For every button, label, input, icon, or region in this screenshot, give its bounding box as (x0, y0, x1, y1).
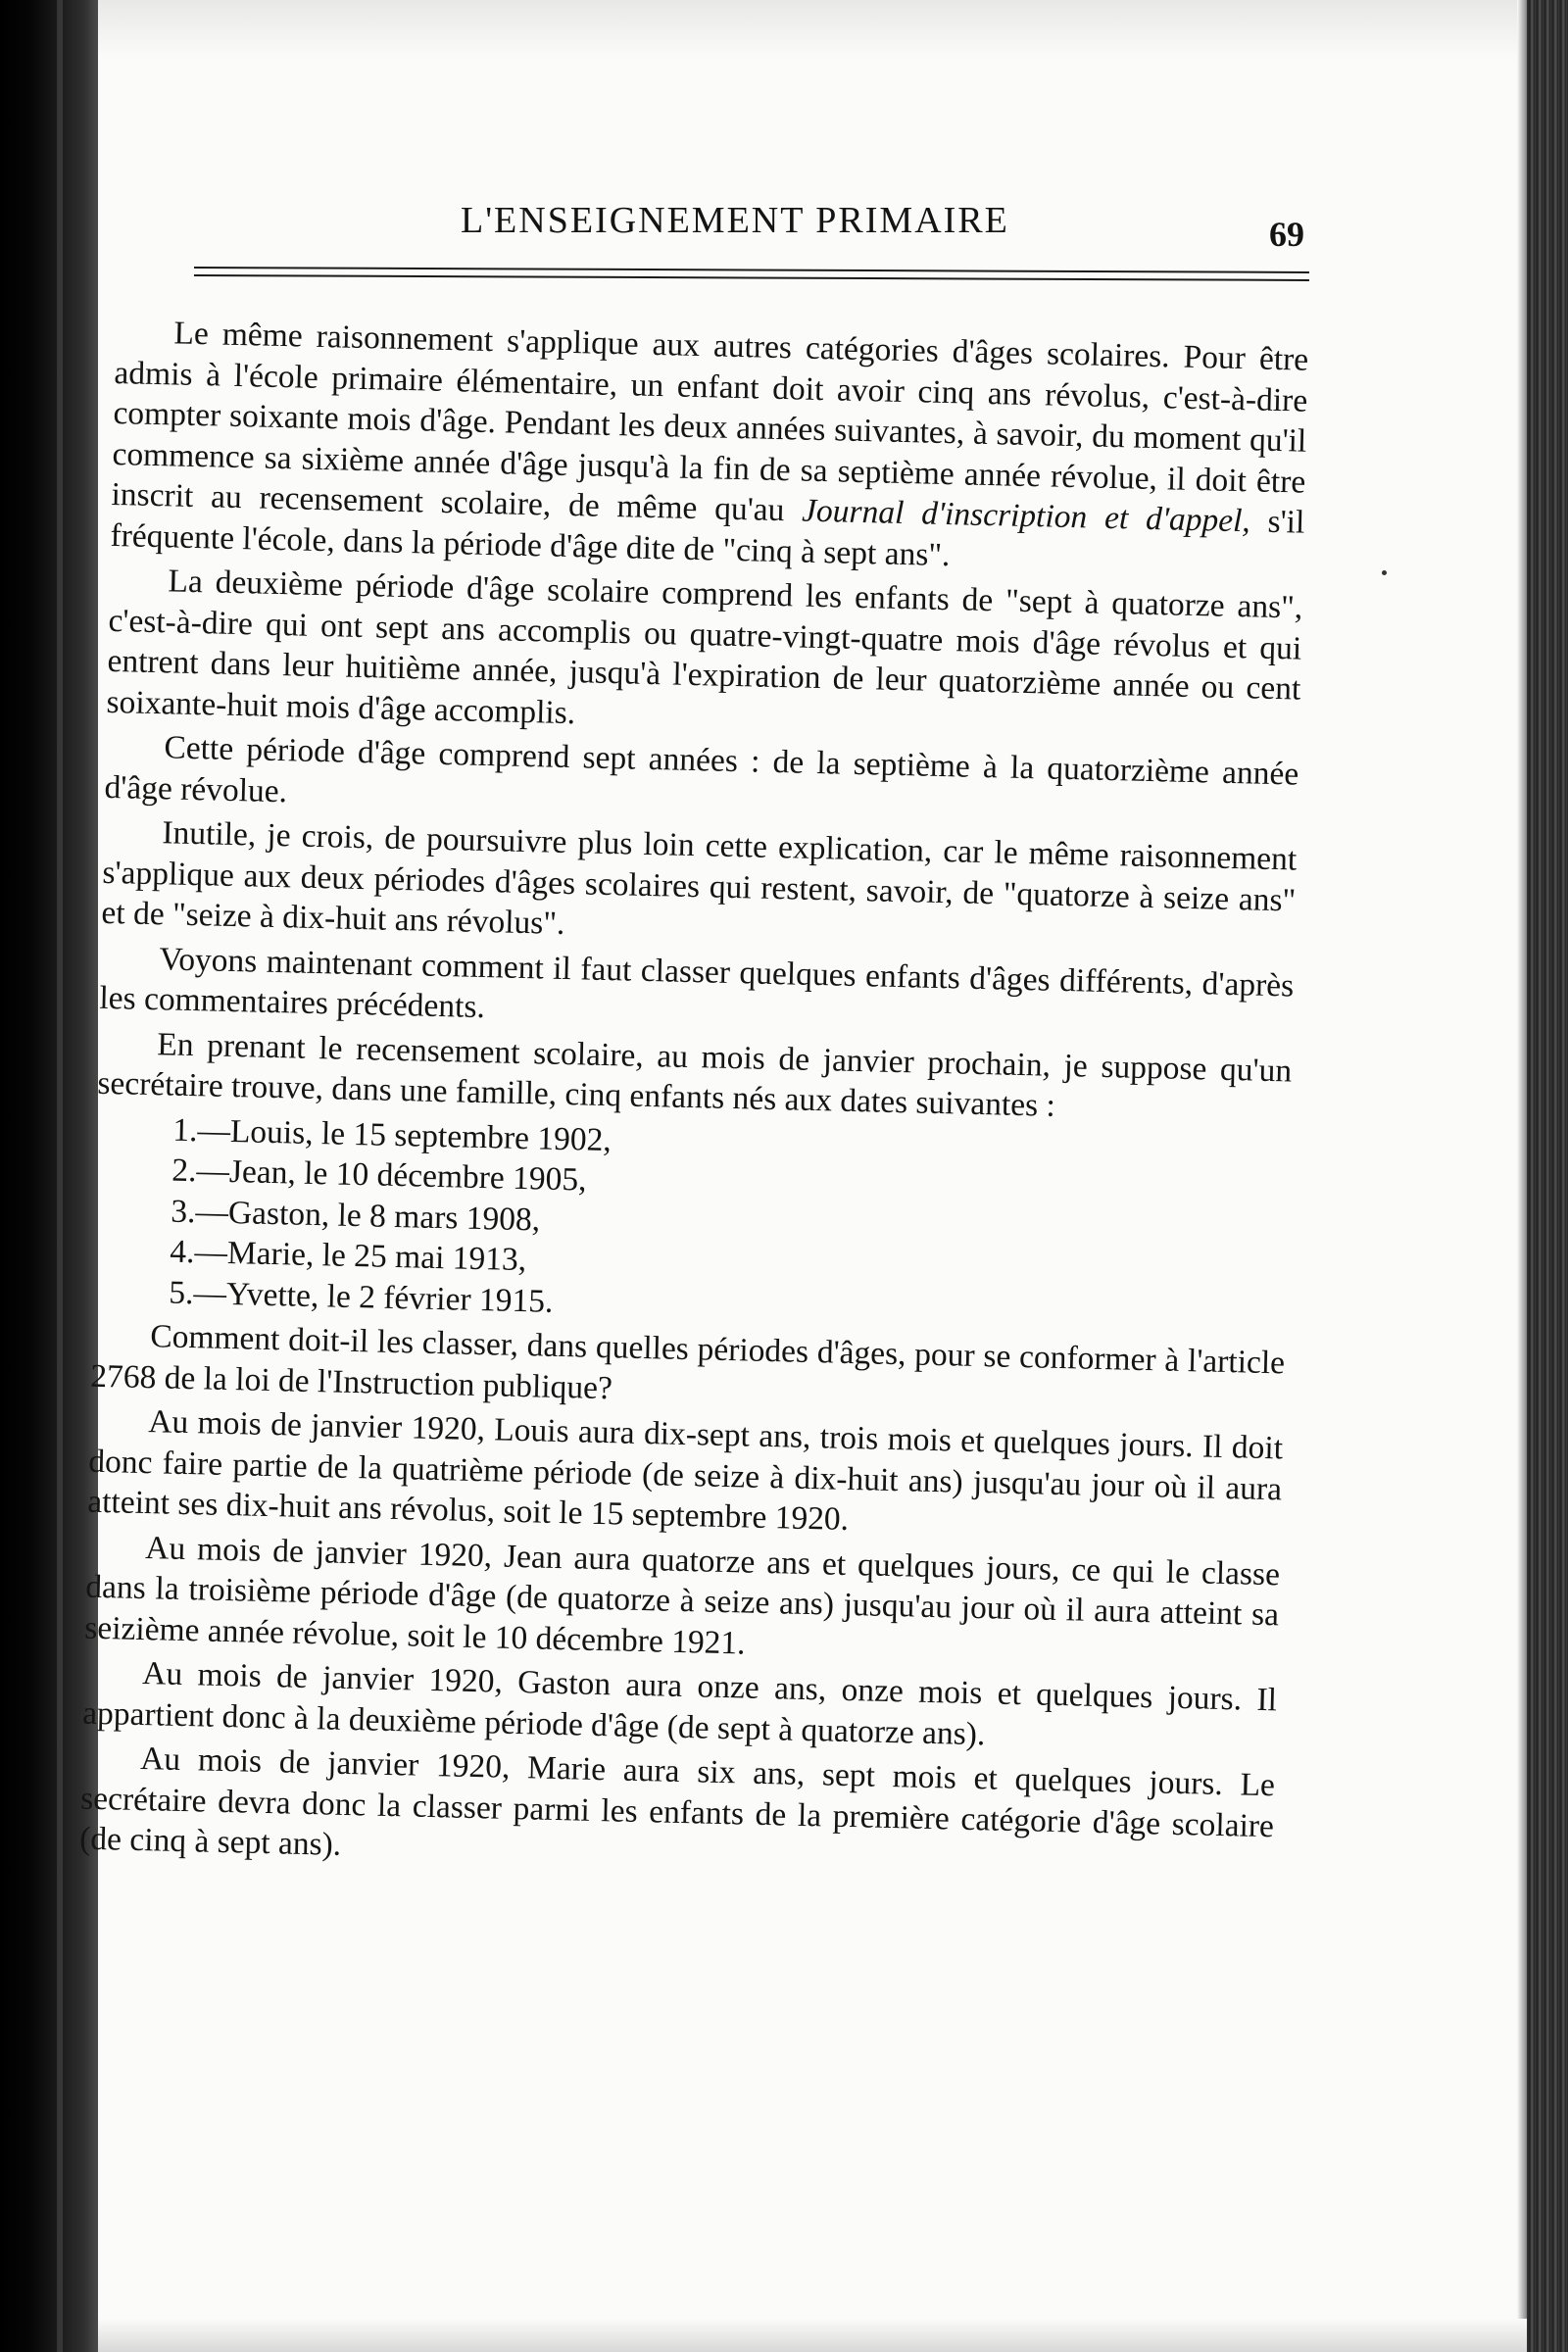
list-item: 5.—Yvette, le 2 février 1915. (169, 1274, 554, 1320)
list-item: 1.—Louis, le 15 septembre 1902, (172, 1111, 612, 1158)
page-top-shade (98, 0, 1527, 59)
page-bottom-shade (98, 2319, 1527, 2352)
paragraph: Inutile, je crois, de poursuivre plus loin cette explication, car le même raisonnement s'applique aux deux périodes d'âges scolaires qui restent, savoir, de "quatorze à seize ans" et de "seize à dix-huit ans révolus". (101, 814, 1298, 942)
paragraph: Au mois de janvier 1920, Marie aura six ans, sept mois et quelques jours. Le secrétaire devra donc la classer parmi les enfants de la première catégorie d'âge scolaire (de cinq à sept ans). (78, 1740, 1276, 1863)
paragraph: Au mois de janvier 1920, Jean aura quatorze ans et quelques jours, ce qui le classe dans la troisième période d'âge (de quatorze à seize ans) jusqu'au jour où il aura atteint sa seizième année révolue, soit le 10 décembre 1921. (83, 1529, 1281, 1662)
children-list (92, 1107, 1291, 1339)
paragraph-text: s'il fréquente l'école, dans la période d'âge dite de "cinq à sept ans". (110, 503, 1305, 573)
paragraph: Comment doit-il les classer, dans quelles périodes d'âges, pour se conformer à l'article 2768 de la loi de l'Instruction publique? (89, 1318, 1286, 1406)
paragraph: Cette période d'âge comprend sept années : de la septième à la quatorzième année d'âge révolue. (104, 729, 1299, 809)
paragraph: En prenant le recensement scolaire, au mois de janvier prochain, je suppose qu'un secrétaire trouve, dans une famille, cinq enfants nés aux dates suivantes : (97, 1025, 1293, 1124)
body-text (79, 312, 1309, 1891)
paragraph: Au mois de janvier 1920, Gaston aura onze ans, onze mois et quelques jours. Il appartient donc à la deuxième période d'âge (de sept à quatorze ans). (81, 1655, 1278, 1752)
page-stack-edge (1527, 0, 1568, 2352)
paragraph: Au mois de janvier 1920, Louis aura dix-sept ans, trois mois et quelques jours. Il doit donc faire partie de la quatrième période (de seize à dix-huit ans) jusqu'au jour où il aura atteint ses dix-huit ans révolus, soit le 15 septembre 1920. (86, 1403, 1284, 1538)
running-title: L'ENSEIGNEMENT PRIMAIRE (461, 200, 1009, 241)
book-gutter-shadow (0, 0, 98, 2352)
dust-speck (1382, 570, 1387, 575)
paragraph: La deuxième période d'âge scolaire comprend les enfants de "sept à quatorze ans", c'est-à-dire qui ont sept ans accomplis ou quatre-vingt-quatre mois d'âge révolus et qui entrent dans leur huitième année, jusqu'à l'expiration de leur quatorzième année ou cent soixante-huit mois d'âge accomplis. (106, 563, 1303, 731)
italic-title: Journal d'inscription et d'appel, (801, 492, 1251, 540)
paragraph (110, 312, 1309, 584)
page-number: 69 (1269, 215, 1304, 254)
list-item: 4.—Marie, le 25 mai 1913, (169, 1233, 527, 1279)
paragraph: Voyons maintenant comment il faut classer quelques enfants d'âges différents, d'après les commentaires précédents. (99, 940, 1295, 1026)
list-item: 2.—Jean, le 10 décembre 1905, (171, 1152, 587, 1199)
paragraph-text: Le même raisonnement s'applique aux autres catégories d'âges scolaires. Pour être admis à l'école primaire élémentaire, un enfant doit avoir cinq ans révolus, c'est-à-dire compter soixante mois d'âge. Pendant les deux années suivantes, à savoir, du moment qu'il commence sa sixième année d'âge jusqu'à la fin de sa septième année révolue, il doit être inscrit au recensement scolaire, de même qu'au (111, 315, 1309, 529)
list-item: 3.—Gaston, le 8 mars 1908, (170, 1193, 541, 1238)
book-spine-edge (57, 0, 63, 2352)
